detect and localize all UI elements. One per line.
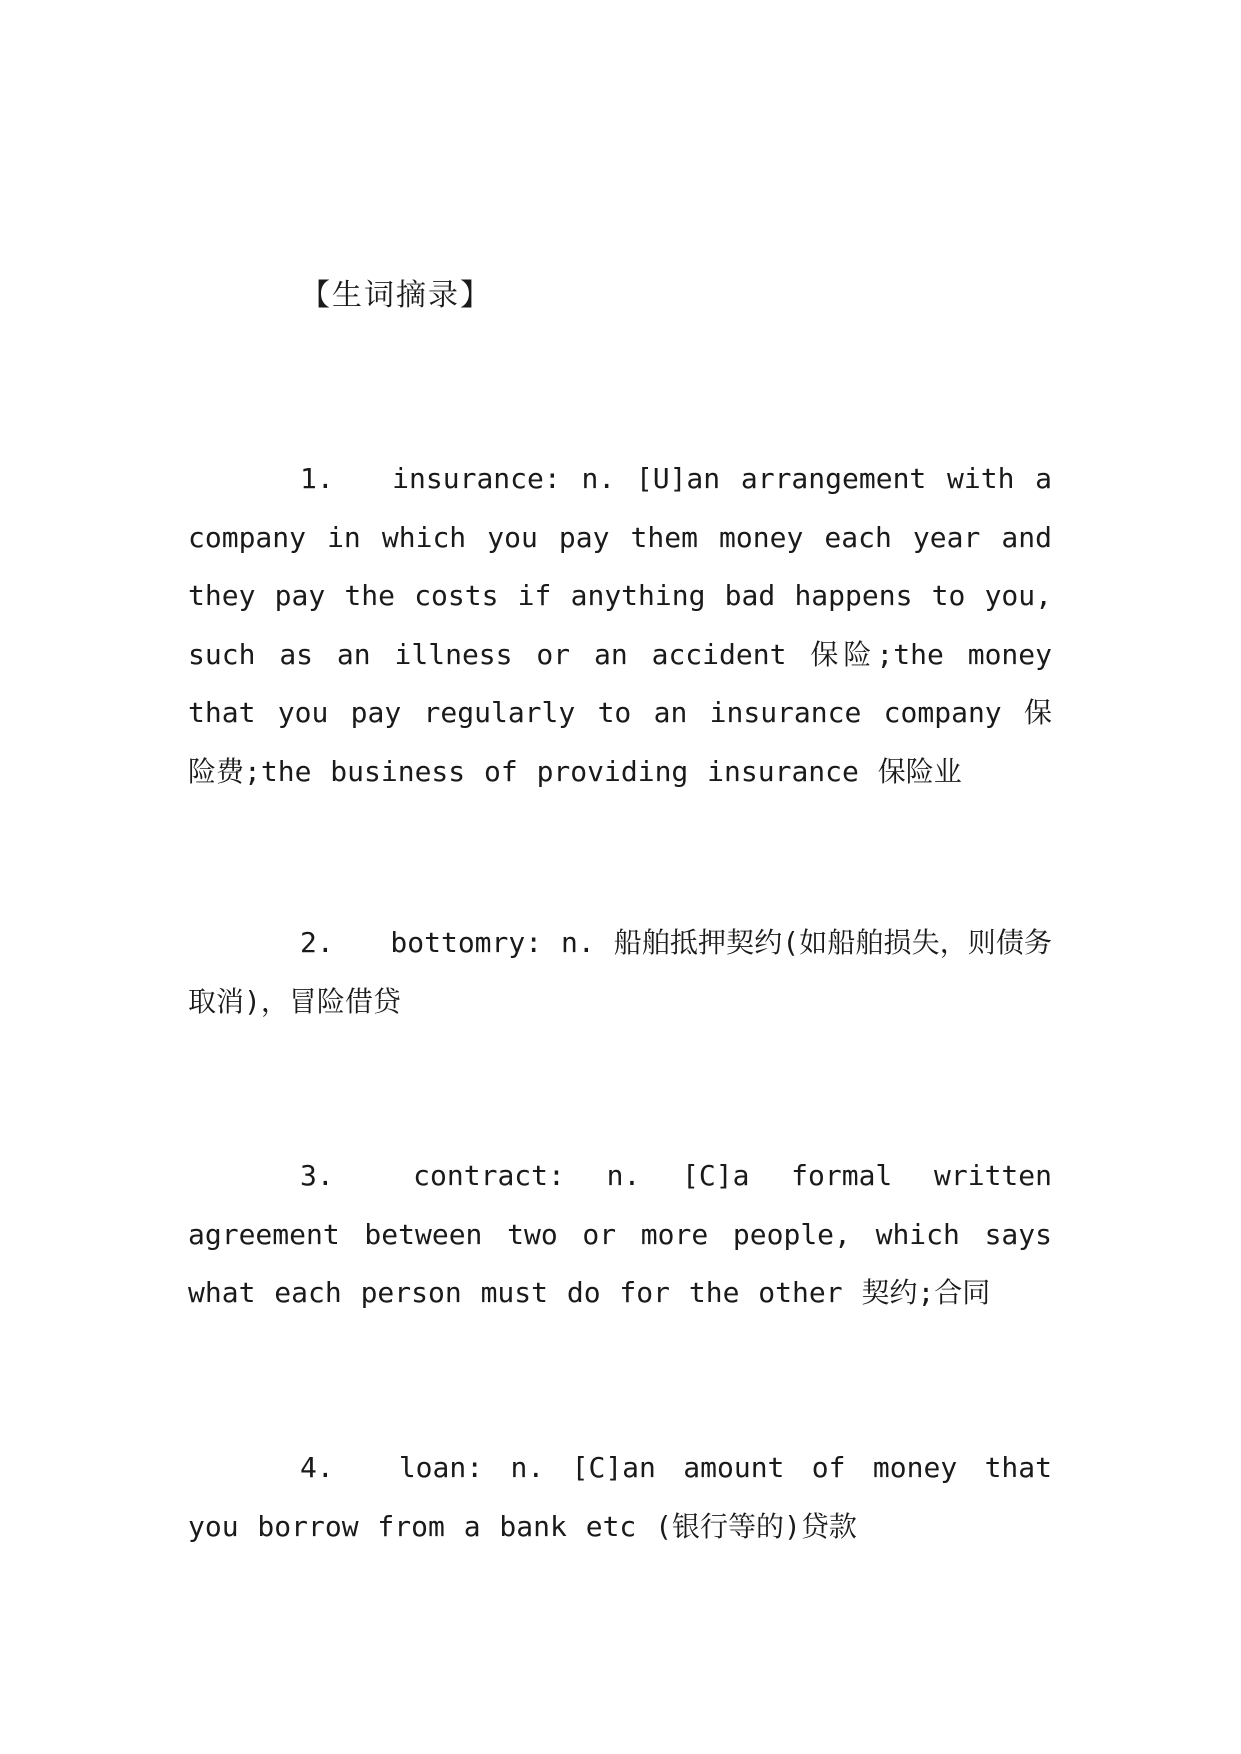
section-heading: 【生词摘录】 [300, 278, 492, 313]
vocab-entry-bottomry [188, 914, 1052, 1031]
vocab-entry-loan [188, 1439, 1052, 1556]
entry-text: loan: n. [C]an amount of money that you borrow from a bank etc (银行等的)贷款 [188, 1451, 1052, 1543]
vocab-entry-contract [188, 1147, 1052, 1323]
entry-number: 3. [300, 1159, 372, 1192]
vocab-entry-insurance [188, 450, 1052, 801]
entry-text: contract: n. [C]a formal written agreement between two or more people, which says what each person must do for the other 契约;合同 [188, 1159, 1053, 1309]
entry-number: 4. [300, 1451, 372, 1484]
entry-text: bottomry: n. 船舶抵押契约(如船舶损失，则债务取消)，冒险借贷 [188, 926, 1052, 1018]
entry-number: 1. [300, 462, 372, 495]
entry-text: insurance: n. [U]an arrangement with a company in which you pay them money each year and they pay the costs if anything bad happens to you, such as an illness or an accident 保险;the money that you pay regularly to an insurance company 保险费;the business of providing insurance 保险业 [188, 462, 1052, 788]
entry-number: 2. [300, 926, 372, 959]
